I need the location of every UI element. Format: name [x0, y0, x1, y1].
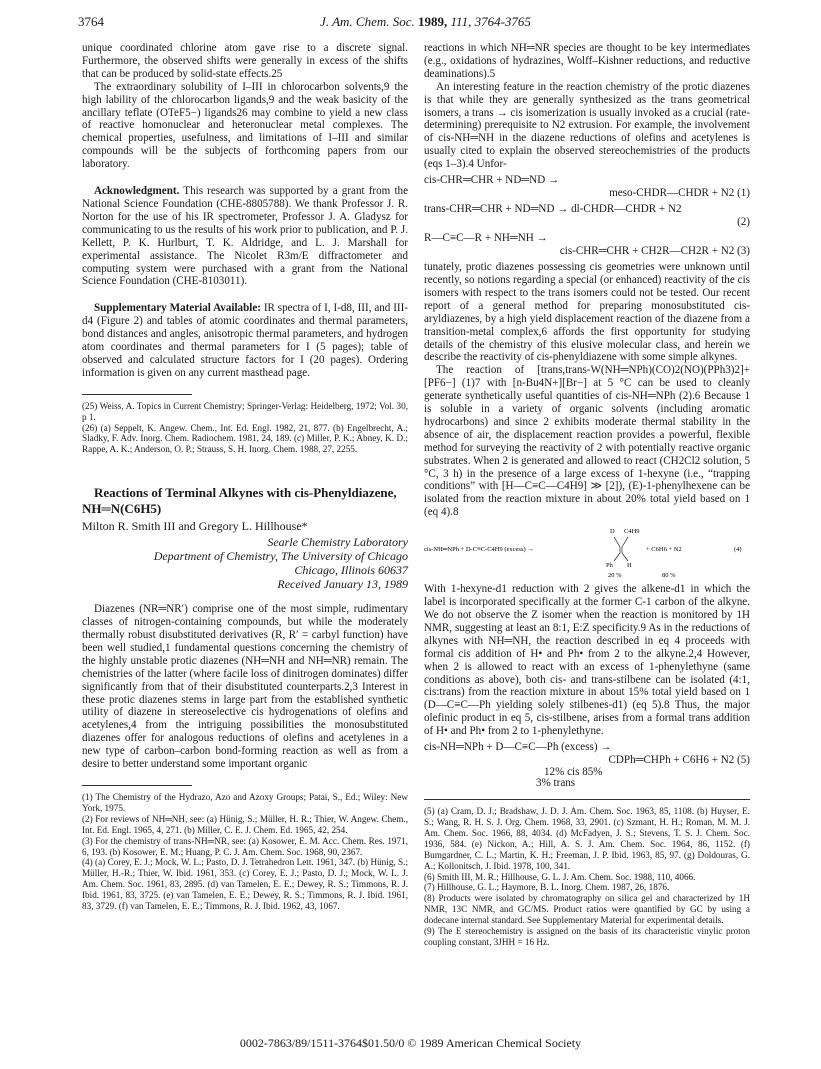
journal-pages: 3764-3765	[474, 14, 531, 29]
equation-1	[424, 174, 750, 200]
reference: (6) Smith III, M. R.; Hillhouse, G. L. J. Am. Chem. Soc. 1988, 110, 4066.	[424, 871, 696, 882]
scheme-reactant: cis-NH═NPh + D-C≡C-C4H9 (excess) →	[424, 546, 534, 554]
reference: (2) For reviews of NH═NH, see: (a) Hünig, S.; Müller, H. R.; Thier, W. Angew. Chem., Int. Ed. Engl. 1965, 4, 271. (b) Miller, C. E. J. Chem. Ed. 1965, 42, 254.	[82, 813, 408, 835]
footnote-rule	[82, 785, 192, 786]
page-footer: 0002-7863/89/1511-3764$01.50/0 © 1989 American Chemical Society	[239, 1036, 582, 1050]
paragraph: With 1-hexyne-d1 reduction with 2 gives the alkene-d1 in which the label is incorporated specifically at the former C-1 carbon of the alkyne. We do not observe the Z isomer when the reaction is monitored by 1H NMR, suggesting at least an 8:1, E:Z specificity.9 As in the reductions of alkynes with NH═NH, the reaction described in eq 4 proceeds with formal cis addition of H• and Ph• from 2 to the alkyne.2,4 However, when 2 is allowed to react with an excess of 1-phenylethyne (same conditions as above), both cis- and trans-stilbene can be isolated (4:1, cis:trans) from the reaction mixture in about 15% total yield based on 1 (D—C≡C—Ph yielding solely stilbenes-d1) (eq 5).8 Thus, the major olefinic product in eq 5, cis-stilbene, arises from a formal trans addition of H• and Ph• from 2 to 1-phenylethyne.	[424, 583, 750, 738]
paragraph: Diazenes (NR═NR′) comprise one of the most simple, rudimentary classes of nitrogen-containing compounds, but while the moderately thermally robust disubstituted derivatives (R, R′ = carbyl function) have been well studied,1 fundamental questions concerning the chemistry of the highly unstable protic diazenes (NH═NH and NH═NR) remain. The chemistries of the latter (where facile loss of dinitrogen dominates) differ significantly from that of their disubstituted counterparts.2,3 Interest in these protic diazenes stems in large part from the established synthetic utility of diazene in stereoselective cis hydrogenations of olefins and acetylenes,4 from the intriguing possibilities the monosubstituted diazenes offer for analogous reductions of olefins and acetylenes in a new type of carbon–carbon bond-forming reaction as well as from a desire to better understand some important organic	[82, 603, 408, 771]
scheme-drawing	[424, 523, 750, 579]
eq-line: R—C≡C—R + NH═NH →	[424, 232, 548, 245]
eq-line: cis-NH═NPh + D—C≡C—Ph (excess) →	[424, 741, 612, 754]
eq-line: 3% trans	[536, 777, 576, 790]
right-column	[424, 42, 750, 948]
acknowledgment	[82, 185, 408, 288]
page-header	[78, 14, 773, 32]
page-number: 3764	[78, 14, 104, 29]
reaction-scheme-4	[424, 523, 750, 579]
journal-volume: 111,	[450, 14, 472, 29]
left-column	[82, 42, 408, 912]
reference: (7) Hillhouse, G. L.; Haymore, B. L. Inorg. Chem. 1987, 26, 1876.	[424, 882, 670, 893]
journal-year: 1989,	[418, 14, 448, 29]
reference: (4) (a) Corey, E. J.; Mock, W. L.; Pasto, D. J. Tetrahedron Lett. 1961, 347. (b) Hünig, S.; Müller, H.-R.; Thier, W. Ibid. 1961, 353. (c) Corey, E. J.; Pasto, D. J.; Mock, W. L. J. Am. Chem. Soc. 1961, 83, 2895. (d) van Tamelen, E. E.; Dewey, R. S.; Timmons, R. J. Ibid. 1961, 83, 3725. (e) van Tamelen, E. E.; Dewey, R. S.; Timmons, R. J. Ibid. 1961, 83, 3729. (f) van Tamelen, E. E.; Timmons, R. J. Ibid. 1962, 43, 1067.	[82, 857, 408, 912]
eq-line: cis-CHR═CHR + ND═ND →	[424, 174, 560, 187]
footnote-rule	[424, 799, 750, 800]
eq-line: trans-CHR═CHR + ND═ND → dl-CHDR—CHDR + N2	[424, 203, 682, 216]
paragraph: The reaction of [trans,trans-W(NH═NPh)(CO)2(NO)(PPh3)2]+[PF6−] (1)7 with [n-Bu4N+][Br−] at 5 °C can be used to cleanly generate synthetically useful quantities of cis-NH═NPh (2).6 Because 1 is soluble in a variety of organic solvents (including aromatic hydrocarbons) and since 2 exhibits moderate thermal stability in the absence of air, the displacement reaction provides a powerful, flexible method for surveying the reactivity of 2 with potentially reactive organic substrates. When 2 is generated and allowed to react (CH2Cl2 solution, 5 °C, 3 h) in the presence of a large excess of 1-hexyne (i.e., “trapping conditions” with [H—C≡C—C4H9] ≫ [2]), (E)-1-phenylhexene can be isolated from the reaction mixture in about 20% total yield based on 1 (eq 4).8	[424, 364, 750, 519]
eq-line: cis-CHR═CHR + CH2R—CH2R + N2 (3)	[559, 245, 750, 258]
scheme-yield-1: 20 %	[608, 572, 622, 580]
affiliation	[82, 535, 408, 591]
scheme-yield-2: 80 %	[662, 572, 676, 580]
paragraph: The extraordinary solubility of I–III in chlorocarbon solvents,9 the high lability of the chlorocarbon ligands,9 and the weak basicity of the ancillary teflate (OTeF5−) ligands26 may combine to yield a new class of reactive homonuclear and heteronuclear metal complexes. The chemical properties, usefulness, and limitations of I–III and similar compounds will be the subjects of forthcoming papers from our laboratory.	[82, 80, 408, 171]
affil-line: Chicago, Illinois 60637	[294, 563, 408, 578]
eq-line: CDPh═CHPh + C6H6 + N2 (5)	[608, 754, 750, 767]
equation-5	[424, 741, 750, 789]
reference: (3) For the chemistry of trans-NH═NR, see: (a) Kosower, E. M. Acc. Chem. Res. 1971, 6, 193. (b) Kosower, E. M.; Huang, P. C. J. Am. Chem. Soc. 1968, 90, 2367.	[82, 835, 408, 857]
reference: (1) The Chemistry of the Hydrazo, Azo and Azoxy Groups; Patai, S., Ed.; Wiley: New York, 1975.	[82, 791, 408, 813]
reference: (5) (a) Cram, D. J.; Bradshaw, J. D. J. Am. Chem. Soc. 1963, 85, 1108. (b) Huyser, E. S.; Wang, R. H. S. J. Org. Chem. 1968, 33, 2901. (c) Szmant, H. H.; Roman, M. M. J. Am. Chem. Soc. 1966, 88, 4034. (d) McFadyen, J. S.; Stevens, T. S. J. Chem. Soc. 1936, 584. (e) Nickon, A.; Hill, A. S. J. Am. Chem. Soc. 1964, 86, 1152. (f) Bumgardner, C. L.; Martin, K. H.; Freeman, J. P. Ibid. 1963, 85, 97. (g) Doldouras, G. A.; Kollonitsch, J. Ibid. 1978, 100, 341.	[424, 806, 750, 871]
paragraph: tunately, protic diazenes possessing cis geometries were unknown until recently, so notions regarding a special (or enhanced) reactivity of the cis isomers with respect to the trans isomers could not be tested. Our recent report of a general method for preparing monosubstituted cis-aryldiazenes, by a high yield displacement reaction of the diazene from a transition-metal complex,6 affords the first opportunity for studying details of the chemistry of this elusive molecular class, and herein we describe the reactivity of cis-phenyldiazene with some simple alkynes.	[424, 261, 750, 364]
affil-line: Department of Chemistry, The University of Chicago	[153, 549, 408, 564]
eq-line: (2)	[737, 216, 750, 229]
supplementary-material	[82, 302, 408, 379]
reference: (8) Products were isolated by chromatography on silica gel and characterized by 1H NMR, 13C NMR, and GC/MS. Product ratios were quantified by GC by using a dodecane internal standard. See Supplementary Material for experimental details.	[424, 893, 750, 926]
paragraph: unique coordinated chlorine atom gave rise to a discrete signal. Furthermore, the observed shifts were generally in excess of the shifts that can be produced by solid-state effects.25	[82, 42, 408, 80]
eq-line: 12% cis 85%	[544, 766, 603, 779]
article-title: Reactions of Terminal Alkynes with cis-Phenyldiazene, NH═N(C6H5)	[82, 485, 397, 516]
ack-text: This research was supported by a grant from the National Science Foundation (CHE-8805788). We thank Professor J. R. Norton for the use of his IR spectrometer, Professor J. A. Gladysz for communicating to us the results of his work prior to publication, and P. J. Kellett, P. K. Hurlburt, T. K. Aldridge, and L. J. Marshall for experimental assistance. The Nicolet R3m/E diffractometer and computing system were purchased with a grant from the National Science Foundation (CHE-8103011).	[82, 185, 408, 288]
scheme-coproducts: + C6H6 + N2	[646, 546, 682, 554]
equation-3	[424, 232, 750, 258]
ack-label: Acknowledgment.	[94, 185, 180, 198]
supp-label: Supplementary Material Available:	[94, 302, 261, 315]
footnote-rule	[82, 394, 192, 395]
authors: Milton R. Smith III and Gregory L. Hillhouse*	[82, 519, 308, 534]
received-date: Received January 13, 1989	[277, 577, 408, 592]
paragraph: An interesting feature in the reaction chemistry of the protic diazenes is that while they are generally synthesized as the trans geometrical isomers, a trans → cis isomerization is usually invoked as a crucial (rate-determining) prerequisite to N2 extrusion. For example, the involvement of cis-NH═NH in the diazene reductions of olefins and acetylenes is usually cited to explain the observed stereochemistries of the products (eqs 1–3).4 Unfor-	[424, 80, 750, 171]
journal-name: J. Am. Chem. Soc.	[320, 14, 415, 29]
scheme-sub-h: H	[627, 562, 632, 570]
equation-2	[424, 203, 750, 229]
scheme-sub-d: D	[610, 528, 615, 536]
scheme-sub-c4h9: C4H9	[624, 528, 640, 536]
affil-line: Searle Chemistry Laboratory	[267, 535, 408, 550]
eq-line: meso-CHDR—CHDR + N2 (1)	[609, 187, 750, 200]
reference: (25) Weiss, A. Topics in Current Chemistry; Springer-Verlag: Heidelberg, 1972; Vol. 30, p 1.	[82, 400, 408, 422]
scheme-eq-number: (4)	[734, 546, 742, 554]
reference: (9) The E stereochemistry is assigned on the basis of its characteristic vinylic proton coupling constant, 3JHH = 16 Hz.	[424, 926, 750, 947]
paragraph: reactions in which NH═NR species are thought to be key intermediates (e.g., oxidations of hydrazines, Wolff–Kishner reductions, and reductive deaminations).5	[424, 42, 750, 80]
journal-citation	[78, 14, 773, 30]
reference: (26) (a) Seppelt, K. Angew. Chem., Int. Ed. Engl. 1982, 21, 877. (b) Engelbrecht, A.; Sladky, F. Adv. Inorg. Chem. Radiochem. 1981, 24, 189. (c) Miller, P. K.; Abney, K. D.; Rappe, A. K.; Anderson, O. P.; Strauss, S. H. Inorg. Chem. 1988, 27, 2255.	[82, 422, 408, 455]
scheme-sub-ph: Ph	[606, 562, 613, 570]
supp-text: IR spectra of I, I-d8, III, and III-d4 (Figure 2) and tables of atomic coordinates and thermal parameters, bond distances and angles, anisotropic thermal parameters, and hydrogen atom coordinates and thermal parameters for I (5 pages); table of observed and calculated structure factors for I (20 pages). Ordering information is given on any current masthead page.	[82, 302, 408, 379]
